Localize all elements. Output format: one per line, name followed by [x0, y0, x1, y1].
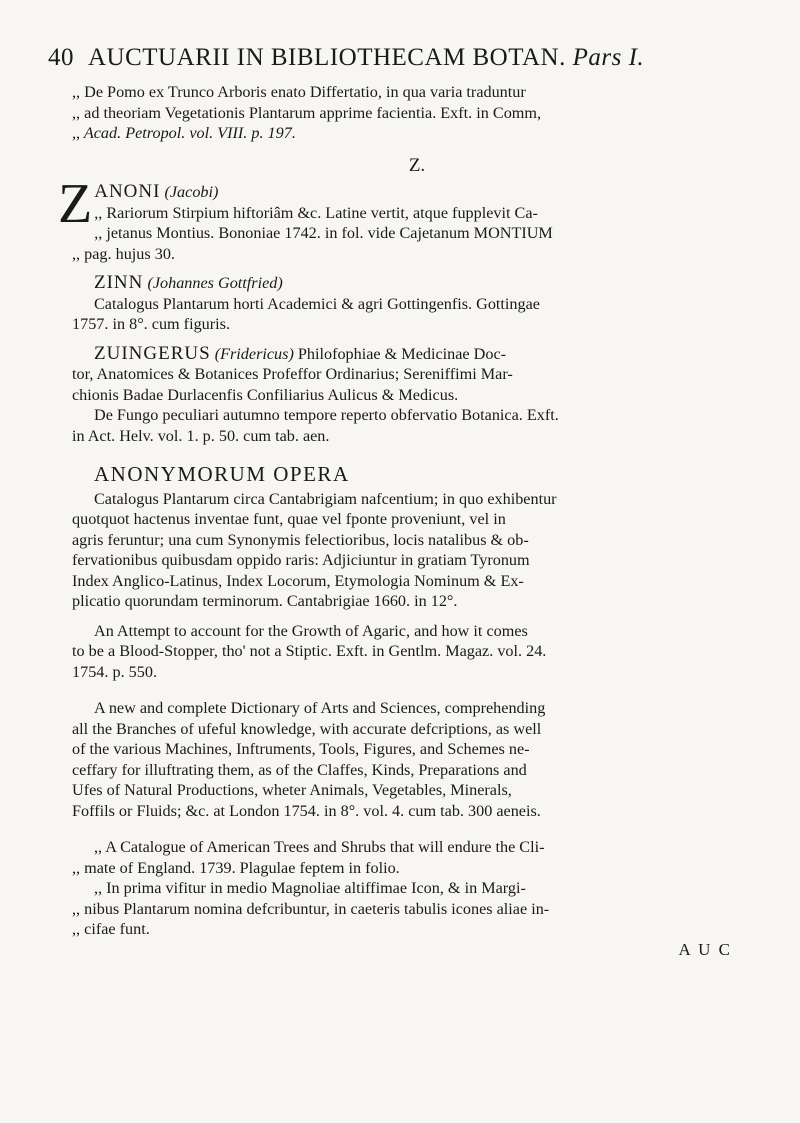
- running-head: AUCTUARII IN BIBLIOTHECAM BOTAN. Pars I.: [88, 44, 645, 71]
- entry-american-trees: ,, A Catalogue of American Trees and Shrubs that will endure the Cli- ,, mate of England. 1739. Plagulae feptem in folio. ,, In prima vifitur in medio Magnoliae altiffimae Icon, & in Margi- ,, nibus Plantarum nomina defcribuntur, in caeteris tabulis icones aliae in- ,, cifae funt.: [72, 838, 550, 938]
- author-forename: (Jacobi): [164, 183, 219, 201]
- author-name: ZUINGERUS: [94, 342, 211, 364]
- intro-entry: ,, De Pomo ex Trunco Arboris enato Differtatio, in qua varia traduntur ,, ad theoriam Vegetationis Plantarum apprime facientia. Exft. in Comm, ,, Acad. Petropol. vol. VIII. p. 197.: [72, 83, 542, 142]
- author-forename: (Johannes Gottfried): [147, 274, 283, 292]
- entry-cantabrigia: Catalogus Plantarum circa Cantabrigiam nafcentium; in quo exhibentur quotquot hactenus inventae funt, quae vel fponte proveniunt, vel in agris feruntur; una cum Synonymis felectioribus, locis natalibus & ob- fervationibus quibusdam oppido raris: Adjiciuntur in gratiam Tyronum Index Anglico-Latinus, Index Locorum, Etymologia Nominum & Ex- plicatio quorundam terminorum. Cantabrigiae 1660. in 12°.: [72, 489, 557, 610]
- page-number: 40: [48, 44, 74, 71]
- author-name: ANONI: [94, 181, 161, 202]
- page-body: [58, 82, 762, 960]
- entry-zuingerus: ZUINGERUS (Fridericus) Philofophiae & Medicinae Doc- tor, Anatomices & Botanices Profeffor Ordinarius; Sereniffimi Mar- chionis Badae Durlacenfis Confiliarius Aulicus & Medicus. De Fungo peculiari autumno tempore reperto obfervatio Botanica. Exft. in Act. Helv. vol. 1. p. 50. cum tab. aen.: [72, 342, 559, 445]
- entry-dictionary: A new and complete Dictionary of Arts and Sciences, comprehending all the Branches of ufeful knowledge, with accurate defcriptions, as well of the various Machines, Inftruments, Tools, Figures, and Schemes ne- ceffary for illuftrating them, as of the Claffes, Kinds, Preparations and Ufes of Natural Productions, wheter Animals, Vegetables, Minerals, Foffils or Fluids; &c. at London 1754. in 8°. vol. 4. cum tab. 300 aeneis.: [72, 699, 546, 820]
- section-heading: ANONYMORUM OPERA: [94, 462, 350, 486]
- author-forename: (Fridericus): [214, 344, 294, 363]
- catchword: A U C: [678, 939, 732, 959]
- page-header: [48, 44, 768, 80]
- part-label: Pars I.: [572, 44, 645, 71]
- section-letter: Z.: [408, 154, 426, 176]
- entry-zinn: ZINN (Johannes Gottfried) Catalogus Plantarum horti Academici & agri Gottingenfis. Gottingae 1757. in 8°. cum figuris.: [72, 272, 540, 333]
- entry-zanoni: Z ANONI (Jacobi) ,, Rariorum Stirpium hiftoriâm &c. Latine vertit, atque fupplevit Ca- ,, jetanus Montius. Bononiae 1742. in fol. vide Cajetanum MONTIUM ,, pag. hujus 30.: [58, 173, 553, 263]
- author-name: ZINN: [94, 272, 144, 293]
- entry-agaric: An Attempt to account for the Growth of Agaric, and how it comes to be a Blood-Stopper, tho' not a Stiptic. Exft. in Gentlm. Magaz. vol. 24. 1754. p. 550.: [72, 621, 547, 681]
- drop-cap: Z: [58, 173, 93, 235]
